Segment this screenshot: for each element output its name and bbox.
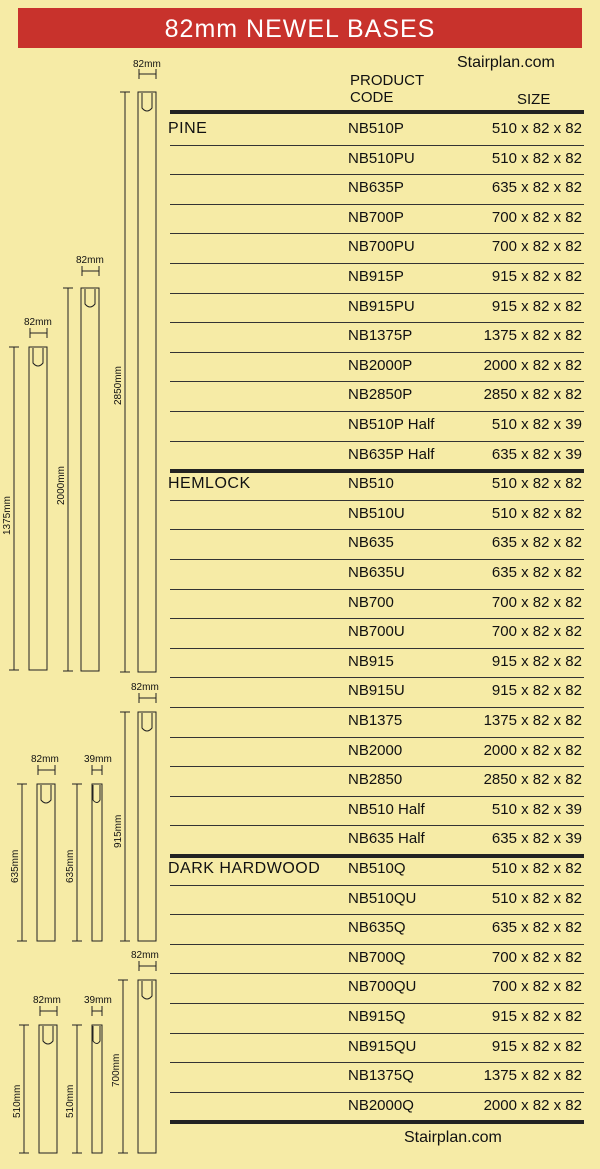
product-code: NB1375Q	[348, 1067, 414, 1084]
product-code: NB635	[348, 534, 394, 551]
newel-915-mortise	[142, 713, 152, 731]
product-size: 915 x 82 x 82	[491, 298, 582, 315]
product-code: NB635 Half	[348, 830, 425, 847]
newel-635-half-height-label: 635mm	[65, 849, 76, 883]
product-size: 700 x 82 x 82	[491, 623, 582, 640]
category-label: PINE	[168, 120, 208, 137]
product-code: NB2850P	[348, 386, 413, 403]
newel-2000-diagram	[56, 255, 104, 671]
newel-635-height-label: 635mm	[10, 849, 21, 883]
header-code-line2: CODE	[350, 89, 394, 106]
product-size: 915 x 82 x 82	[491, 1008, 582, 1025]
product-code: NB2000P	[348, 357, 413, 374]
newel-2850-post	[138, 92, 156, 672]
product-code: NB1375P	[348, 327, 413, 344]
newel-1375-width-label: 82mm	[24, 317, 52, 328]
newel-635-half-width-label: 39mm	[84, 754, 112, 765]
category-label: DARK HARDWOOD	[168, 860, 321, 877]
product-size: 1375 x 82 x 82	[483, 327, 582, 344]
product-size: 635 x 82 x 39	[491, 446, 582, 463]
product-size: 700 x 82 x 82	[491, 949, 582, 966]
product-size: 510 x 82 x 82	[491, 890, 582, 907]
newel-1375-post	[29, 347, 47, 670]
newel-1375-height-label: 1375mm	[2, 496, 13, 535]
product-code: NB915PU	[348, 298, 415, 315]
newel-2850-width-label: 82mm	[133, 59, 161, 70]
product-size: 915 x 82 x 82	[491, 1038, 582, 1055]
product-size: 510 x 82 x 82	[491, 120, 582, 137]
product-size: 510 x 82 x 82	[491, 860, 582, 877]
newel-510-width-label: 82mm	[33, 995, 61, 1006]
newel-915-post	[138, 712, 156, 941]
newel-635-mortise	[41, 785, 51, 803]
newel-2000-height-label: 2000mm	[56, 466, 67, 505]
product-code: NB510Q	[348, 860, 406, 877]
product-size: 635 x 82 x 82	[491, 534, 582, 551]
newel-635-post	[37, 784, 55, 941]
newel-510-half-height-label: 510mm	[65, 1084, 76, 1118]
product-size: 915 x 82 x 82	[491, 653, 582, 670]
product-code: NB635P Half	[348, 446, 435, 463]
product-size: 915 x 82 x 82	[491, 682, 582, 699]
product-code: NB915Q	[348, 1008, 406, 1025]
product-code: NB700Q	[348, 949, 406, 966]
product-size: 1375 x 82 x 82	[483, 712, 582, 729]
newel-510-height-label: 510mm	[12, 1084, 23, 1118]
newel-2850-height-label: 2850mm	[113, 366, 124, 405]
newel-2000-mortise	[85, 289, 95, 307]
newel-700-mortise	[142, 981, 152, 999]
newel-635-diagram	[10, 754, 59, 941]
product-code: NB510QU	[348, 890, 417, 907]
product-code: NB510P Half	[348, 416, 435, 433]
newel-2850-diagram	[113, 59, 161, 672]
newel-2850-mortise	[142, 93, 152, 111]
newel-700-width-label: 82mm	[131, 950, 159, 961]
product-code: NB510PU	[348, 150, 415, 167]
product-code: NB510	[348, 475, 394, 492]
product-code: NB915	[348, 653, 394, 670]
newel-510-half-mortise	[93, 1026, 100, 1044]
product-code: NB700U	[348, 623, 405, 640]
newel-700-post	[138, 980, 156, 1153]
product-code: NB635U	[348, 564, 405, 581]
product-size: 2000 x 82 x 82	[483, 357, 582, 374]
header-size: SIZE	[517, 91, 551, 108]
newel-635-half-post	[92, 784, 102, 941]
newel-915-width-label: 82mm	[131, 682, 159, 693]
brand-top: Stairplan.com	[457, 54, 555, 71]
product-size: 915 x 82 x 82	[491, 268, 582, 285]
product-size: 510 x 82 x 82	[491, 150, 582, 167]
product-code: NB635Q	[348, 919, 406, 936]
product-size: 2000 x 82 x 82	[483, 1097, 582, 1114]
product-size: 700 x 82 x 82	[491, 978, 582, 995]
newel-700-height-label: 700mm	[111, 1053, 122, 1087]
product-code: NB2000	[348, 742, 403, 759]
product-code: NB915QU	[348, 1038, 417, 1055]
product-size: 635 x 82 x 39	[491, 830, 582, 847]
product-code: NB2000Q	[348, 1097, 414, 1114]
product-size: 510 x 82 x 82	[491, 475, 582, 492]
brand-bottom: Stairplan.com	[404, 1129, 502, 1146]
product-size: 700 x 82 x 82	[491, 594, 582, 611]
header-code-line1: PRODUCT	[350, 72, 425, 89]
product-size: 2000 x 82 x 82	[483, 742, 582, 759]
newel-635-width-label: 82mm	[31, 754, 59, 765]
product-size: 700 x 82 x 82	[491, 209, 582, 226]
product-size: 510 x 82 x 82	[491, 505, 582, 522]
product-size: 635 x 82 x 82	[491, 179, 582, 196]
newel-2000-post	[81, 288, 99, 671]
newel-2000-width-label: 82mm	[76, 255, 104, 266]
product-size: 1375 x 82 x 82	[483, 1067, 582, 1084]
product-code: NB700QU	[348, 978, 417, 995]
product-code: NB510P	[348, 120, 404, 137]
newel-510-mortise	[43, 1026, 53, 1044]
product-code: NB915P	[348, 268, 404, 285]
newel-510-half-diagram	[65, 995, 112, 1153]
product-code: NB915U	[348, 682, 405, 699]
newel-635-half-diagram	[65, 754, 112, 941]
newel-915-diagram	[113, 682, 159, 941]
product-size: 2850 x 82 x 82	[483, 386, 582, 403]
newel-700-diagram	[111, 950, 159, 1153]
product-code: NB635P	[348, 179, 404, 196]
newel-1375-diagram	[2, 317, 52, 670]
product-size: 700 x 82 x 82	[491, 238, 582, 255]
newel-1375-mortise	[33, 348, 43, 366]
product-code: NB2850	[348, 771, 403, 788]
newel-510-half-width-label: 39mm	[84, 995, 112, 1006]
newel-510-half-post	[92, 1025, 102, 1153]
page-title: 82mm NEWEL BASES	[164, 15, 436, 43]
newel-510-diagram	[12, 995, 61, 1153]
product-code: NB1375	[348, 712, 403, 729]
newel-635-half-mortise	[93, 785, 100, 803]
product-code: NB700	[348, 594, 394, 611]
product-size: 510 x 82 x 39	[491, 801, 582, 818]
product-size: 635 x 82 x 82	[491, 919, 582, 936]
product-code: NB510U	[348, 505, 405, 522]
category-label: HEMLOCK	[168, 475, 251, 492]
newel-915-height-label: 915mm	[113, 814, 124, 848]
product-code: NB700PU	[348, 238, 415, 255]
product-size: 2850 x 82 x 82	[483, 771, 582, 788]
product-size: 635 x 82 x 82	[491, 564, 582, 581]
product-code: NB510 Half	[348, 801, 425, 818]
product-code: NB700P	[348, 209, 404, 226]
product-size: 510 x 82 x 39	[491, 416, 582, 433]
